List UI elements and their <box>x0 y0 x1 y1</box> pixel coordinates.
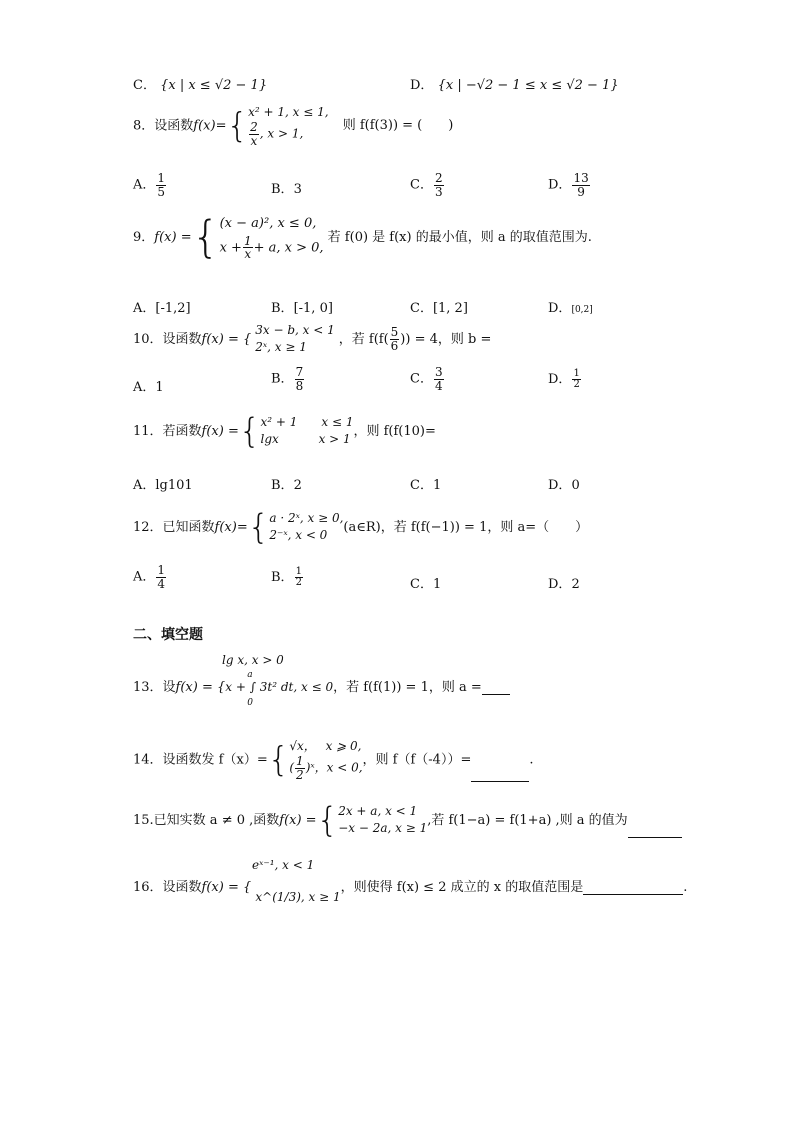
piecewise-cases <box>255 322 334 357</box>
question-8 <box>133 104 453 148</box>
question-tail: ，则 f(f(10)= <box>353 423 436 439</box>
option-expression: {x | x ≤ √2 − 1} <box>160 78 268 93</box>
equals: = <box>215 118 227 134</box>
option-label: D． <box>548 372 572 387</box>
option-value: [1, 2] <box>432 301 468 316</box>
case-1: x² + 1 x ≤ 1 <box>260 415 354 429</box>
fraction-numerator: 2 <box>434 171 443 185</box>
q11-option-c <box>410 474 441 493</box>
fraction-denominator: 8 <box>295 378 304 393</box>
option-label: A． <box>133 478 156 493</box>
question-tail: ,若 f(1−a) = f(1+a) ,则 a 的值为 <box>427 812 628 828</box>
q9-option-c <box>410 297 468 316</box>
option-value: 1 <box>432 478 442 493</box>
fraction-denominator: 6 <box>390 338 399 353</box>
question-prefix: 10．设函数 <box>133 331 202 347</box>
fraction-denominator: x <box>250 133 258 148</box>
option-value: 1 <box>432 577 442 592</box>
option-value: [-1, 0] <box>293 301 333 316</box>
option-label: C． <box>410 371 433 387</box>
option-value: 2 <box>293 478 302 493</box>
question-11 <box>133 411 436 452</box>
piecewise-cases <box>261 414 354 449</box>
option-label: C． <box>133 78 156 93</box>
left-brace: { <box>247 507 270 548</box>
case-1: 2x + a, x < 1 <box>338 804 418 818</box>
case-2 <box>248 121 328 147</box>
case-2-tail: , x > 1, <box>259 126 304 141</box>
option-label: A． <box>133 301 156 316</box>
fraction-numerator: 7 <box>295 365 304 379</box>
option-value: 2 <box>571 577 580 592</box>
q12-option-a <box>133 564 167 590</box>
option-label: A． <box>133 569 156 585</box>
left-brace: { <box>238 411 261 452</box>
question-mid-post: )) = 4，则 b = <box>400 331 492 347</box>
option-label: B． <box>271 301 294 316</box>
q10-option-a <box>133 376 164 395</box>
q8-option-d <box>548 172 591 198</box>
fraction-denominator: 4 <box>157 576 166 591</box>
case-2-pre: ( <box>289 760 295 775</box>
function-name: f(x) = <box>279 812 317 828</box>
left-brace: { <box>267 739 290 780</box>
question-tail: ，则使得 f(x) ≤ 2 成立的 x 的取值范围是 <box>340 880 584 895</box>
piecewise-cases <box>269 510 343 545</box>
question-mid-pre: ，若 f(f( <box>338 331 389 347</box>
fraction-denominator: 2 <box>573 379 580 390</box>
fraction-denominator: 3 <box>434 184 443 199</box>
fraction-numerator: 2 <box>250 120 258 135</box>
integral-lower-limit: 0 <box>247 698 253 708</box>
piecewise-cases <box>338 803 427 838</box>
case-2 <box>289 755 362 781</box>
function-name: f(x) = { <box>201 331 252 347</box>
q7-option-d <box>410 74 619 93</box>
left-brace: { <box>226 105 249 146</box>
option-label: D． <box>548 577 572 592</box>
left-brace: { <box>316 800 339 841</box>
option-value: [0,2] <box>571 305 593 315</box>
case-2: x + ∫ 3t² dt, x ≤ 0 <box>225 680 334 694</box>
question-10 <box>133 322 491 357</box>
case-2 <box>220 235 324 261</box>
fraction-denominator: 2 <box>295 577 302 588</box>
fraction-numerator: 5 <box>390 325 399 340</box>
option-label: B． <box>271 570 294 585</box>
fraction-numerator: 1 <box>295 565 302 577</box>
question-12 <box>133 507 589 548</box>
case-1: a · 2ˣ, x ≥ 0, <box>269 511 344 525</box>
q8-option-b <box>271 178 302 197</box>
fraction-denominator: x <box>244 247 252 262</box>
q12-option-b <box>271 566 304 589</box>
fraction-numerator: 1 <box>573 367 580 379</box>
question-15 <box>133 800 682 841</box>
question-tail: 则 f(f(3)) = ( ) <box>342 118 454 134</box>
option-label: C． <box>410 478 433 493</box>
case-2-tail: + a, x > 0, <box>253 240 324 256</box>
function-name: f(x) = <box>154 229 192 245</box>
answer-blank[interactable] <box>482 694 510 695</box>
fraction-denominator: 4 <box>434 378 443 393</box>
question-13 <box>133 670 510 708</box>
option-value: [-1,2] <box>155 301 191 316</box>
option-label: B． <box>271 182 294 197</box>
q10-option-c <box>410 366 445 392</box>
case-2: 2⁻ˣ, x < 0 <box>269 528 328 543</box>
q8-option-c <box>410 172 445 198</box>
fraction-denominator: 2 <box>296 767 304 782</box>
fraction-numerator: 1 <box>243 233 252 248</box>
question-tail: ，则 f（f（-4））= <box>362 752 472 768</box>
question-tail: ，若 f(f(1)) = 1，则 a = <box>333 680 482 695</box>
case-2: −x − 2a, x ≥ 1 <box>338 821 428 836</box>
fraction-numerator: 3 <box>434 365 443 379</box>
option-label: B． <box>271 371 294 387</box>
option-label: D． <box>410 78 434 93</box>
option-label: C． <box>410 177 433 193</box>
q12-option-c <box>410 573 441 592</box>
answer-blank[interactable] <box>583 894 683 895</box>
question-16 <box>133 876 688 904</box>
left-brace: { <box>191 211 220 263</box>
option-expression: {x | −√2 − 1 ≤ x ≤ √2 − 1} <box>437 78 619 93</box>
question-14 <box>133 738 533 782</box>
option-label: D． <box>548 478 572 493</box>
question-tail: 若 f(0) 是 f(x) 的最小值，则 a 的取值范围为. <box>327 229 592 245</box>
q9-option-d <box>548 297 593 316</box>
case-1: 3x − b, x < 1 <box>255 323 335 337</box>
function-name: f(x) <box>193 118 216 134</box>
option-label: D． <box>548 301 572 316</box>
fraction-denominator: 9 <box>577 184 585 199</box>
question-prefix: 8．设函数 <box>133 118 194 134</box>
question-9 <box>133 211 592 263</box>
case-2: x^(1/3), x ≥ 1 <box>255 890 341 904</box>
q7-option-c <box>133 74 267 93</box>
option-value: lg101 <box>155 478 193 493</box>
option-label: A． <box>133 177 156 193</box>
q12-option-d <box>548 573 580 592</box>
option-label: B． <box>271 478 294 493</box>
option-label: A． <box>133 380 156 395</box>
option-label: C． <box>410 301 433 316</box>
q11-option-b <box>271 474 302 493</box>
option-label: D． <box>548 177 572 193</box>
question-end: . <box>529 752 534 768</box>
question-end: . <box>683 880 688 895</box>
q11-option-a <box>133 474 193 493</box>
question-prefix: 15.已知实数 a ≠ 0 ,函数 <box>133 812 280 828</box>
question-prefix: 16．设函数 <box>133 880 202 895</box>
q10-option-d <box>548 368 582 391</box>
answer-blank[interactable] <box>628 837 682 838</box>
function-name: f(x)= <box>214 519 248 535</box>
case-2-pre: x + <box>219 240 242 256</box>
question-prefix: 12．已知函数 <box>133 519 215 535</box>
piecewise-cases <box>248 104 328 148</box>
q10-option-b <box>271 366 305 392</box>
case-1: √x， x ⩾ 0, <box>289 739 362 753</box>
piecewise-cases <box>289 738 362 782</box>
fraction-numerator: 13 <box>573 171 589 185</box>
case-2-tail: )ˣ，x < 0, <box>305 760 363 775</box>
function-name: f(x) = { <box>201 880 252 895</box>
answer-blank[interactable] <box>471 781 529 782</box>
q8-option-a <box>133 172 167 198</box>
option-value: 1 <box>155 380 164 395</box>
question-tail: (a∈R)，若 f(f(−1)) = 1，则 a=（ ） <box>343 519 589 535</box>
fraction-numerator: 1 <box>296 754 304 769</box>
case-1: x² + 1, x ≤ 1, <box>248 105 329 119</box>
question-prefix: 13．设 <box>133 680 176 695</box>
option-value: 3 <box>293 182 302 197</box>
fraction-numerator: 1 <box>157 563 166 577</box>
fraction-denominator: 5 <box>157 184 166 199</box>
function-name: f(x) = <box>201 423 239 439</box>
option-label: C． <box>410 577 433 592</box>
option-value: 0 <box>571 478 580 493</box>
case-1: (x − a)², x ≤ 0, <box>219 216 317 231</box>
q9-option-a <box>133 297 191 316</box>
q13-top-case: lg x, x > 0 <box>222 653 284 667</box>
q11-option-d <box>548 474 580 493</box>
case-2: lgx x > 1 <box>260 432 351 447</box>
integral-case <box>225 670 334 708</box>
piecewise-cases <box>220 214 324 261</box>
integral-upper-limit: a <box>247 670 253 680</box>
case-2: 2ˣ, x ≥ 1 <box>255 340 307 355</box>
section-heading: 二、填空题 <box>133 627 203 643</box>
q9-option-b <box>271 297 333 316</box>
fraction-numerator: 1 <box>157 171 166 185</box>
question-prefix: 9． <box>133 229 155 245</box>
question-prefix: 14．设函数发 f（x）= <box>133 752 268 768</box>
function-name: f(x) = { <box>175 680 226 695</box>
q16-top-case: eˣ⁻¹, x < 1 <box>252 858 315 872</box>
question-prefix: 11．若函数 <box>133 423 202 439</box>
